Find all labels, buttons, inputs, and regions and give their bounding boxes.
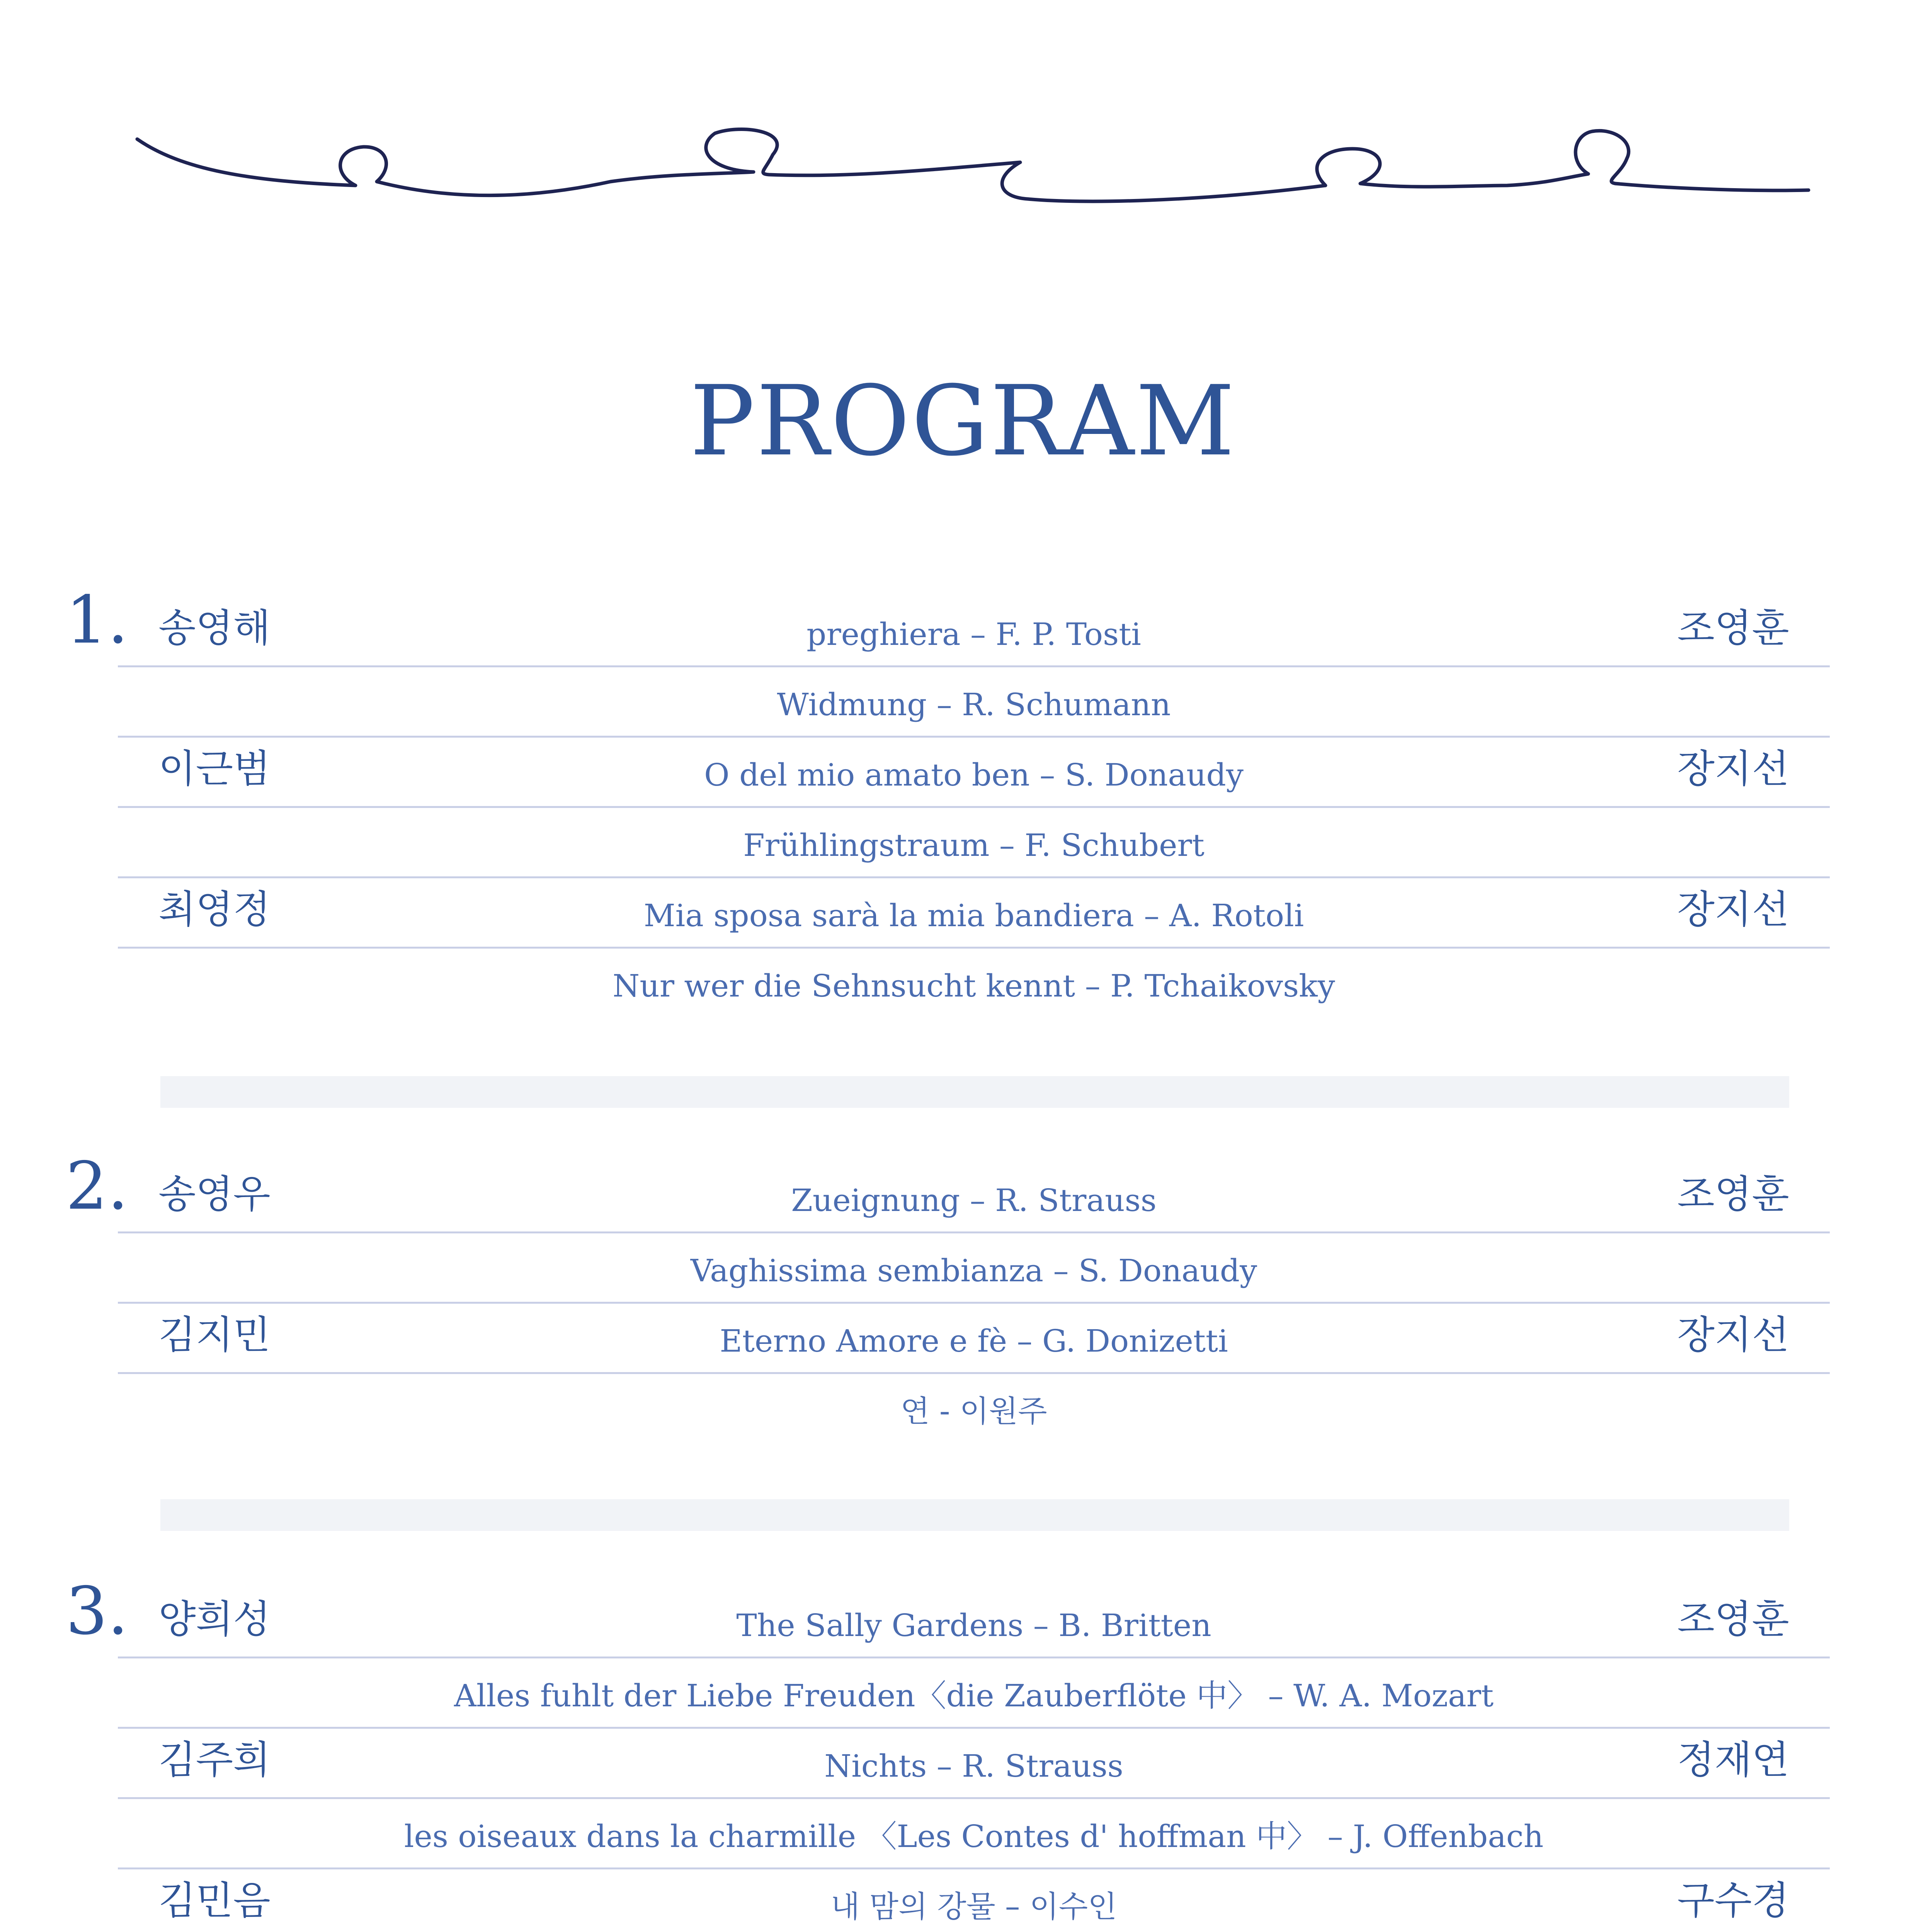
program-row (118, 1163, 1830, 1233)
program-row (118, 597, 1830, 667)
singer-name: 김민음 (158, 1878, 271, 1923)
program-row (118, 738, 1830, 808)
program-row (118, 1374, 1830, 1444)
program-row (118, 949, 1830, 1019)
song-title: The Sally Gardens – B. Britten (736, 1607, 1211, 1643)
accompanist-name: 장지선 (1677, 887, 1789, 932)
song-title: les oiseaux dans la charmille 〈Les Contes d' hoffman 中〉 – J. Offenbach (404, 1818, 1544, 1854)
section-divider (160, 1499, 1789, 1531)
program-row (118, 667, 1830, 738)
song-title: preghiera – F. P. Tosti (806, 616, 1141, 652)
singer-name: 이근범 (158, 746, 271, 791)
program-row (118, 1658, 1830, 1729)
singer-name: 김지민 (158, 1312, 271, 1357)
singer-name: 김주희 (158, 1737, 271, 1782)
accompanist-name: 조영훈 (1677, 1597, 1789, 1642)
song-title: 연 - 이원주 (900, 1394, 1047, 1429)
program-row (118, 1729, 1830, 1799)
program-row (118, 878, 1830, 949)
accompanist-name: 조영훈 (1677, 605, 1789, 651)
section-number: 2. (66, 1148, 129, 1225)
program-row (118, 808, 1830, 878)
program-row (118, 1233, 1830, 1304)
swirl-ornament-icon (0, 0, 1926, 216)
song-title: Frühlingstraum – F. Schubert (743, 827, 1205, 863)
section-number: 1. (66, 582, 129, 658)
song-title: Nur wer die Sehnsucht kennt – P. Tchaikovsky (613, 968, 1335, 1004)
singer-name: 최영정 (158, 887, 271, 932)
accompanist-name: 정재연 (1677, 1737, 1789, 1782)
song-title: Nichts – R. Strauss (824, 1748, 1123, 1784)
song-title: Alles fuhlt der Liebe Freuden〈die Zauberflöte 中〉 – W. A. Mozart (454, 1678, 1494, 1714)
song-title: 내 맘의 강물 – 이수인 (830, 1889, 1117, 1924)
accompanist-name: 장지선 (1677, 746, 1789, 791)
program-row (118, 1588, 1830, 1658)
song-title: Vaghissima sembianza – S. Donaudy (690, 1253, 1257, 1289)
program-row (118, 1869, 1830, 1932)
singer-name: 양희성 (158, 1597, 271, 1642)
song-title: O del mio amato ben – S. Donaudy (704, 757, 1244, 793)
section-divider (160, 1076, 1789, 1108)
page-title: PROGRAM (690, 365, 1236, 477)
song-title: Zueignung – R. Strauss (791, 1182, 1157, 1218)
accompanist-name: 구수경 (1677, 1878, 1789, 1923)
accompanist-name: 조영훈 (1677, 1172, 1789, 1217)
program-row (118, 1304, 1830, 1374)
section-number: 3. (66, 1573, 129, 1650)
accompanist-name: 장지선 (1677, 1312, 1789, 1357)
singer-name: 송영해 (158, 605, 271, 651)
program-row (118, 1799, 1830, 1869)
song-title: Eterno Amore e fè – G. Donizetti (720, 1323, 1228, 1359)
singer-name: 송영우 (158, 1172, 271, 1217)
song-title: Mia sposa sarà la mia bandiera – A. Rotoli (643, 898, 1304, 934)
song-title: Widmung – R. Schumann (777, 687, 1171, 723)
